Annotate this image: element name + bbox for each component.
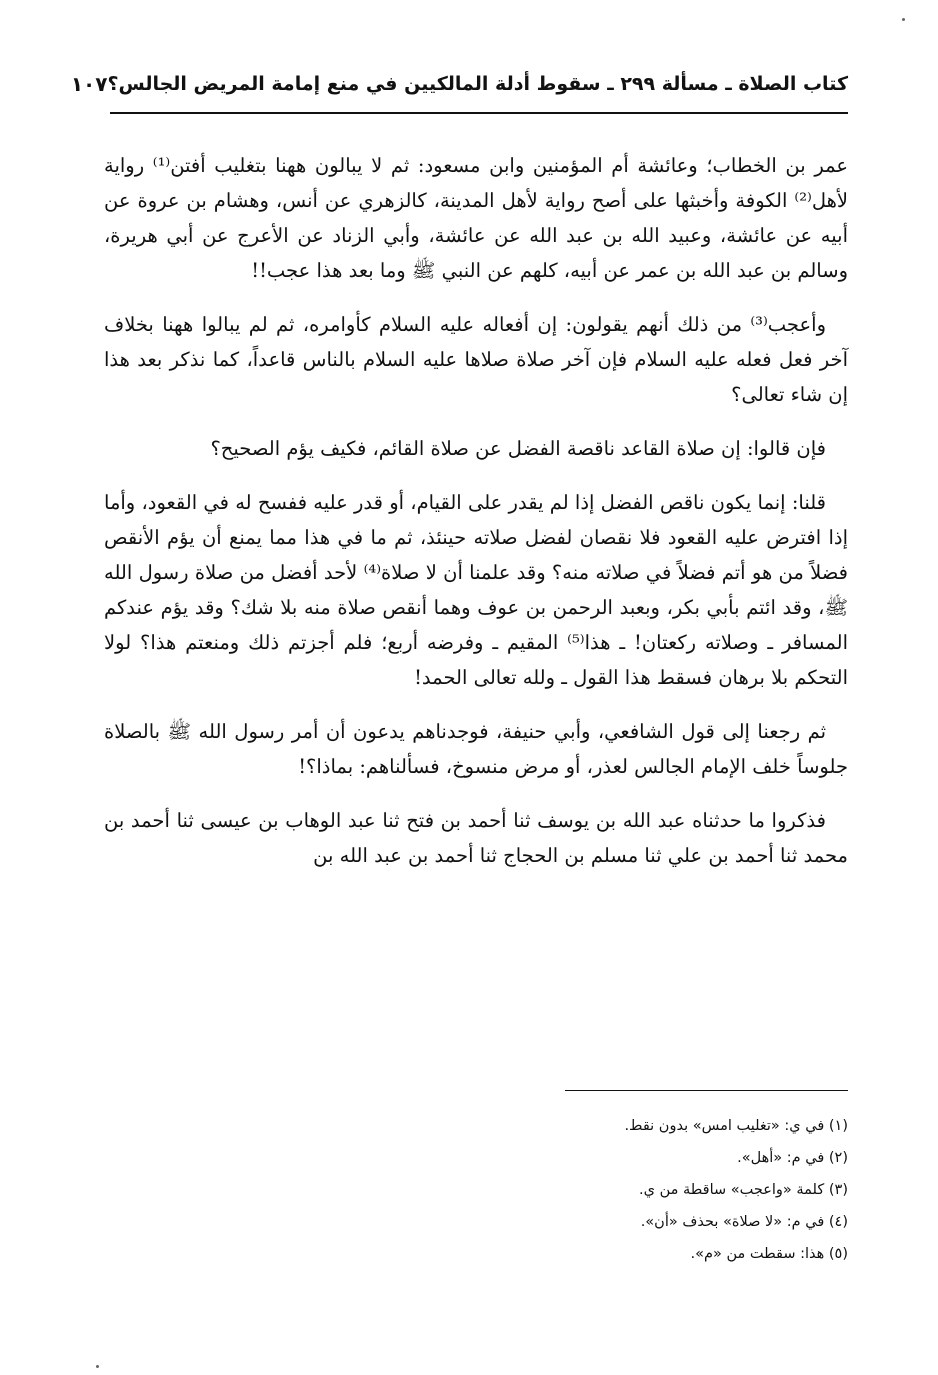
paragraph: فإن قالوا: إن صلاة القاعد ناقصة الفضل عن صلاة القائم، فكيف يؤم الصحيح؟ <box>210 437 826 460</box>
footnote: (١) في ي: «تغليب امس» بدون نقط. <box>624 1118 848 1134</box>
footnote: (٤) في م: «لا صلاة» بحذف «أن». <box>640 1214 848 1230</box>
paragraph: ثم رجعنا إلى قول الشافعي، وأبي حنيفة، فوجدناهم يدعون أن أمر رسول الله ﷺ بالصلاة جلوساً خلف الإمام الجالس لعذر، أو مرض منسوخ، فسألناهم: بماذا؟! <box>104 720 848 778</box>
footnote-rule <box>565 1090 848 1091</box>
footnotes <box>348 1110 848 1270</box>
paragraph: عمر بن الخطاب؛ وعائشة أم المؤمنين وابن مسعود: ثم لا يبالون ههنا بتغليب أفتن⁽¹⁾ رواية لأهل⁽²⁾ الكوفة وأخبثها على أصح رواية لأهل المدينة، كالزهري عن أنس، وهشام بن عروة عن أبيه عن عائشة، وعبيد الله بن عبد الله عن عائشة، وأبي الزناد عن الأعرج عن أبي هريرة، وسالم بن عبد الله بن عمر عن أبيه، كلهم عن النبي ﷺ وما بعد هذا عجب!! <box>104 154 849 282</box>
header-rule <box>110 112 848 114</box>
footnote: (٥) هذا: سقطت من «م». <box>690 1246 848 1262</box>
main-text <box>104 148 848 873</box>
paragraph: وأعجب⁽³⁾ من ذلك أنهم يقولون: إن أفعاله عليه السلام كأوامره، ثم لم يبالوا ههنا بخلاف آخر فعل فعله عليه السلام فإن آخر صلاة صلاها عليه السلام بالناس قاعداً، كما نذكر بعد هذا إن شاء تعالى؟ <box>104 313 848 406</box>
scan-speck <box>96 1365 99 1368</box>
paragraph: قلنا: إنما يكون ناقص الفضل إذا لم يقدر على القيام، أو قدر عليه ففسح له في القعود، وأما إذا افترض عليه القعود فلا نقصان لفضل صلاته حينئذ، ثم ما في هذا مما يمنع أن يؤم الأنقص فضلاً من هو أتم فضلاً في صلاته منه؟ وقد علمنا أن لا صلاة⁽⁴⁾ لأحد أفضل من صلاة رسول الله ﷺ، وقد ائتم بأبي بكر، وبعبد الرحمن بن عوف وهما أنقص صلاة منه بلا شك؟ وقد يؤم عندكم المسافر ـ وصلاته ركعتان! ـ هذا⁽⁵⁾ المقيم ـ وفرضه أربع؛ فلم أجزتم ذلك ومنعتم هذا؟ لولا التحكم بلا برهان فسقط هذا القول ـ ولله تعالى الحمد! <box>104 491 848 689</box>
header-title: كتاب الصلاة ـ مسألة ٢٩٩ ـ سقوط أدلة المالكيين في منع إمامة المريض الجالس؟ <box>107 73 848 95</box>
footnote: (٢) في م: «أهل». <box>737 1150 848 1166</box>
footnote: (٣) كلمة «واعجب» ساقطة من ي. <box>639 1182 848 1198</box>
page-number: ١٠٧ <box>70 72 108 96</box>
paragraph: فذكروا ما حدثناه عبد الله بن يوسف ثنا أحمد بن فتح ثنا عبد الوهاب بن عيسى ثنا أحمد بن محمد ثنا أحمد بن علي ثنا مسلم بن الحجاج ثنا أحمد بن عبد الله بن <box>104 809 848 867</box>
scan-speck <box>902 18 905 21</box>
running-header <box>70 62 848 106</box>
